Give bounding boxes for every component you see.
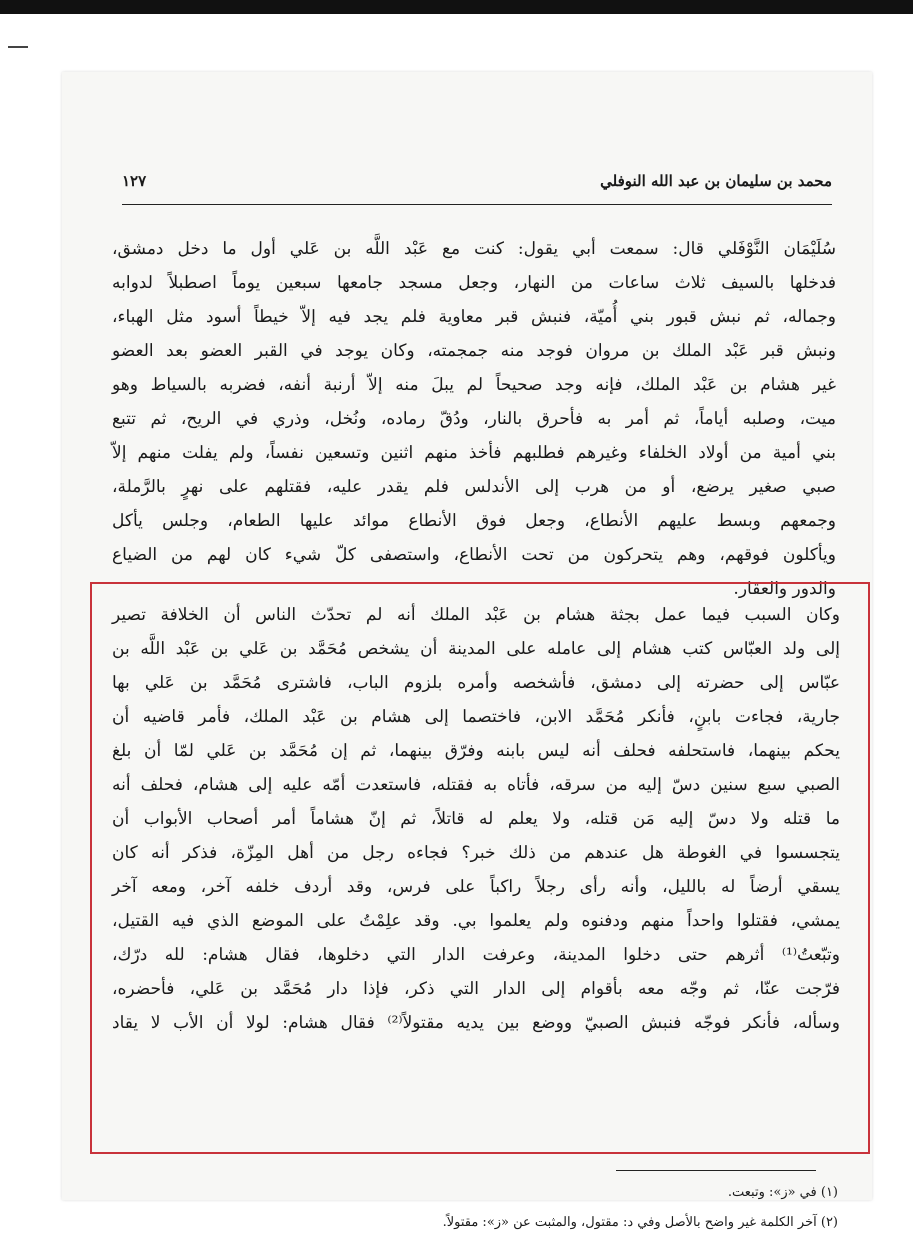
- text-line: غير هشام بن عَبْد الملك، فإنه وجد صحيحاً لم يبلَ منه إلاّ أرنبة أنفه، فضربه بالسياط وهو: [112, 375, 836, 395]
- passage-line: يحكم بينهما، فاستحلفه فحلف أنه ليس بابنه وفرّق بينهما، ثم إن مُحَمَّد بن عَلي لمّا أن بلغ: [112, 741, 840, 761]
- highlighted-passage-box: [90, 582, 870, 1154]
- passage-line: جارية، فجاءت بابنٍ، فأنكر مُحَمَّد الابن، فاختصما إلى هشام بن عَبْد الملك، فأمر قاضيه أن: [112, 707, 840, 727]
- text-line: سُلَيْمَان النَّوْفَلي قال: سمعت أبي يقول: كنت مع عَبْد اللَّه بن عَلي أول ما دخل دمشق،: [112, 239, 836, 259]
- passage-line: يمشي، فقتلوا واحداً منهم ودفنوه ولم يعلموا بي. وقد علِمْتُ على الموضع الذي فيه القتيل،: [112, 911, 840, 931]
- text-line: صبي صغير يرضع، أو من هرب إلى الأندلس فلم يقدر عليه، فقتلهم على نهرٍ بالرَّملة،: [112, 477, 836, 497]
- passage-line: فرّجت عنّا، ثم وجّه معه بأقوام إلى الدار التي ذكر، فإذا دار مُحَمَّد بن عَلي، فأحضره،: [112, 979, 840, 999]
- book-page: [62, 72, 872, 1230]
- screen-top-bar: [0, 0, 913, 14]
- passage-line: الصبي سبع سنين دسّ إليه من سرقه، فأتاه به فقتله، فاستعدت أمّه عليه إلى هشام، فحلف أنه: [112, 775, 840, 795]
- footnote-rule: [616, 1170, 816, 1171]
- footnote-2: (٢) آخر الكلمة غير واضح بالأصل وفي د: مقتول، والمثبت عن «ز»: مقتولاً.: [442, 1215, 838, 1230]
- passage-line: ما قتله ولا دسّ إليه مَن قتله، ولا يعلم له قاتلاً، ثم إنّ هشاماً أمر أصحاب الأبواب أن: [112, 809, 840, 829]
- main-text-block: [112, 232, 836, 606]
- text-line: والدور والعقار.: [733, 579, 836, 599]
- highlighted-passage-text: [112, 598, 840, 1040]
- scroll-indicator-dash: [8, 46, 28, 48]
- passage-line: يسقي أرضاً له بالليل، وأنه رأى رجلاً راكباً على فرس، وقد أردف خلفه آخر، ومعه آخر: [112, 877, 840, 897]
- text-line: ونبش قبر عَبْد الملك بن مروان فوجد منه جمجمته، وكان يوجد في القبر العضو بعد العضو: [112, 341, 836, 361]
- text-line: ويأكلون فوقهم، وهم يتحركون من تحت الأنطاع، واستصفى كلّ شيء كان لهم من الضياع: [112, 545, 836, 565]
- passage-line: يتجسسوا في الغوطة هل عندهم من ذلك خبر؟ فجاءه رجل من أهل المِزّة، فذكر أنه كان: [112, 843, 840, 863]
- passage-line: وكان السبب فيما عمل بجثة هشام بن عَبْد الملك أنه لم تحدّث الناس أن الخلافة تصير: [112, 605, 840, 625]
- passage-line: وتبّعتُ⁽¹⁾ أثرهم حتى دخلوا المدينة، وعرفت الدار التي دخلوها، فقال هشام: لله درّك،: [112, 945, 840, 965]
- text-line: بني أمية من أولاد الخلفاء وغيرهم فطلبهم فأخذ منهم اثنين وتسعين نفساً، ولم يفلت منهم إلاّ: [112, 443, 837, 463]
- text-line: فدخلها بالسيف ثلاث ساعات من النهار، وجعل مسجد جامعها سبعين يوماً اصطبلاً لدوابه: [112, 273, 836, 293]
- text-line: وجمعهم وبسط عليهم الأنطاع، وجعل فوق الأنطاع موائد عليها الطعام، وجلس يأكل: [112, 511, 836, 531]
- page-header: [122, 164, 832, 205]
- passage-line: عبّاس إلى حضرته إلى دمشق، فأشخصه وأمره بلزوم الباب، فاشترى مُحَمَّد بن عَلي بها: [112, 673, 840, 693]
- page-number: ١٢٧: [122, 172, 147, 190]
- passage-line: وسأله، فأنكر فوجّه فنبش الصبيّ ووضع بين يديه مقتولاً⁽²⁾ فقال هشام: لولا أن الأب لا يقاد: [112, 1013, 841, 1033]
- text-line: ميت، وصلبه أياماً، ثم أمر به فأحرق بالنار، ودُقّ رماده، ونُخل، وذري في الريح، ثم تتبع: [112, 409, 836, 429]
- running-title: محمد بن سليمان بن عبد الله النوفلي: [600, 172, 832, 190]
- text-line: وجماله، ثم نبش قبور بني أُميّة، فنبش قبر معاوية فلم يجد فيه إلاّ خيطاً أسود مثل الهباء،: [112, 307, 836, 327]
- passage-line: إلى ولد العبّاس كتب هشام إلى عامله على المدينة أن يشخص مُحَمَّد بن عَلي بن عَبْد اللَّه بن: [112, 639, 840, 659]
- footnotes: [162, 1178, 838, 1238]
- footnote-1: (١) في «ز»: وتبعت.: [727, 1185, 838, 1200]
